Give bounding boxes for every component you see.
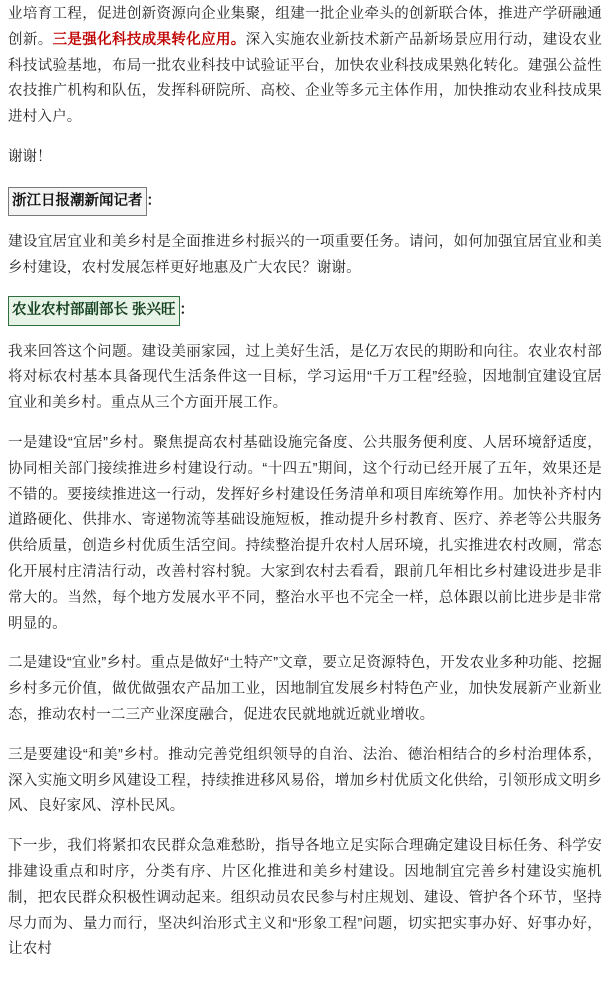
text-run: 业培育工程，促进创新资源向企业集聚，组建一批企业牵头的创新联合体，推进产学研融通创新。 xyxy=(8,6,602,48)
paragraph-answer-5: 下一步，我们将紧扣农民群众急难愁盼，指导各地立足实际合理确定建设目标任务、科学安排建设重点和时序，分类有序、片区化推进和美乡村建设。因地制宜完善乡村建设实施机制，把农民群众积极性调动起来。组织动员农民参与村庄规划、建设、管护各个环节，坚持尽力而为、量力而行，坚决纠治形式主义和“形象工程”问题，切实把实事办好、好事办好，让农村 xyxy=(8,838,602,958)
paragraph-answer-1: 我来回答这个问题。建设美丽家园，过上美好生活，是亿万农民的期盼和向往。农业农村部将对标农村基本具备现代生活条件这一目标，学习运用“千万工程”经验，因地制宜建设宜居宜业和美乡村。重点从三个方面开展工作。 xyxy=(8,343,602,412)
speaker-name-official: 农业农村部副部长 张兴旺 xyxy=(8,296,180,326)
paragraph-answer-2: 一是建设“宜居”乡村。聚焦提高农村基础设施完备度、公共服务便利度、人居环境舒适度，协同相关部门接续推进乡村建设行动。“十四五”期间，这个行动已经开展了五年，效果还是不错的。要接续推进这一行动，发挥好乡村建设任务清单和项目库统筹作用。加快补齐村内道路硬化、供排水、寄递物流等基础设施短板，推动提升乡村教育、医疗、养老等公共服务供给质量，创造乡村优质生活空间。持续整治提升农村人居环境，扎实推进农村改厕，常态化开展村庄清洁行动，改善村容村貌。大家到农村去看看，跟前几年相比乡村建设进步是非常大的。当然，每个地方发展水平不同，整治水平也不完全一样，总体跟以前比进步是非常明显的。 xyxy=(8,435,602,632)
paragraph-answer-3: 二是建设“宜业”乡村。重点是做好“土特产”文章，要立足资源特色，开发农业多种功能、挖掘乡村多元价值，做优做强农产品加工业，因地制宜发展乡村特色产业，加快发展新产业新业态，推动农村一二三产业深度融合，促进农民就地就近就业增收。 xyxy=(8,655,602,724)
speaker-colon: ： xyxy=(179,302,195,319)
paragraph-intro xyxy=(8,2,602,131)
text-run: 深入实施农业新技术新产品新场景应用行动，建设农业科技试验基地，布局一批农业科技中试验证平台，加快农业科技成果熟化转化。建强公益性农技推广机构和队伍，发挥科研院所、高校、企业等多元主体作用，加快推动农业科技成果进村入户。 xyxy=(8,31,602,126)
speaker-name-reporter: 浙江日报潮新闻记者 xyxy=(8,187,147,217)
paragraph-question: 建设宜居宜业和美乡村是全面推进乡村振兴的一项重要任务。请问，如何加强宜居宜业和美乡村建设，农村发展怎样更好地惠及广大农民？谢谢。 xyxy=(8,234,602,277)
paragraph-answer-4: 三是要建设“和美”乡村。推动完善党组织领导的自治、法治、德治相结合的乡村治理体系，深入实施文明乡风建设工程，持续推进移风易俗，增加乡村优质文化供给，引领形成文明乡风、良好家风、淳朴民风。 xyxy=(8,746,602,815)
speaker-label-reporter xyxy=(8,187,602,217)
speaker-colon: ： xyxy=(146,192,161,209)
paragraph-thanks: 谢谢！ xyxy=(8,148,52,165)
document-page xyxy=(0,2,610,987)
speaker-label-official xyxy=(8,296,602,326)
text-run-emphasis: 三是强化科技成果转化应用。 xyxy=(52,31,246,48)
